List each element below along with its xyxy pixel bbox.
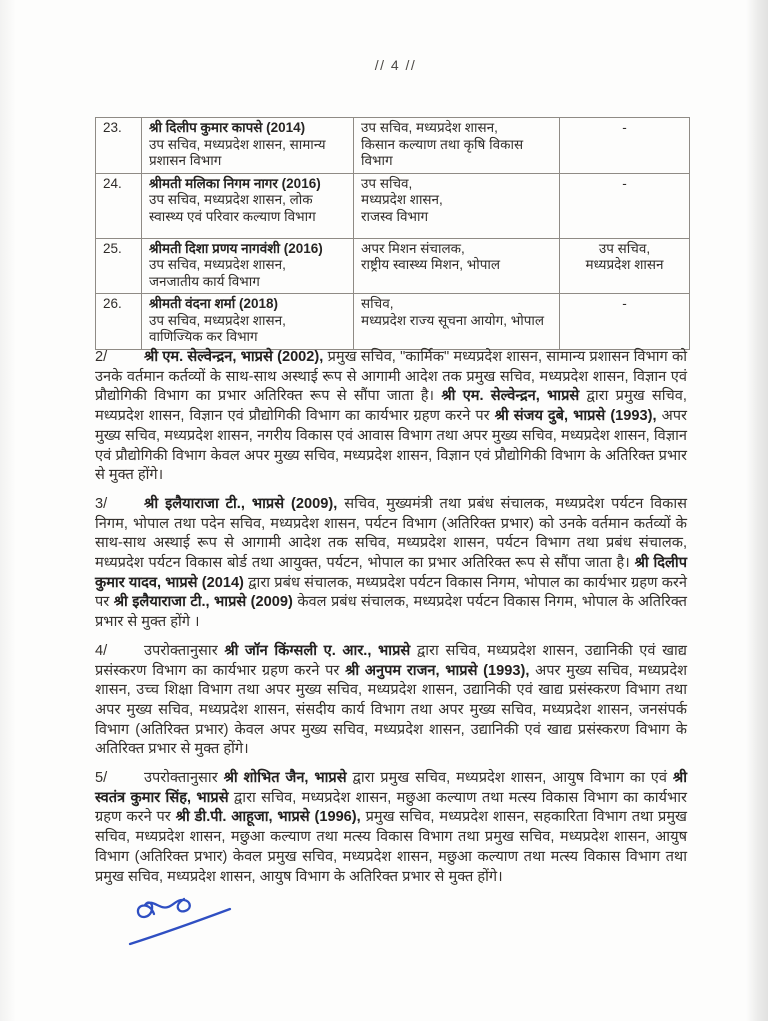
officer-cell <box>142 294 354 350</box>
officer-cell <box>142 118 354 174</box>
new-post-cell <box>354 294 560 350</box>
new-post-line: राष्ट्रीय स्वास्थ्य मिशन, भोपाल <box>361 257 501 272</box>
page-number: // 4 // <box>374 57 417 73</box>
remark-line: - <box>622 175 627 191</box>
remark-line: - <box>622 120 627 135</box>
paragraph-text: श्री इलैयाराजा टी., भाप्रसे (2009), सचिव, मुख्यमंत्री तथा प्रबंध संचालक, मध्यप्रदेश पर्यटन विकास निगम, भोपाल तथा पदेन सचिव, मध्यप्रदेश शासन, पर्यटन विभाग (अतिरिक्त प्रभार) को उनके वर्तमान कर्तव्यों के साथ-साथ अस्थाई रूप से आगामी आदेश तक सचिव, मध्यप्रदेश शासन, पर्यटन विभाग तथा प्रबंध संचालक, मध्यप्रदेश पर्यटन विकास बोर्ड तथा आयुक्त, पर्यटन, भोपाल का प्रभार अतिरिक्त रूप से सौंपा जाता है। श्री दिलीप कुमार यादव, भाप्रसे (2014) द्वारा प्रबंध संचालक, मध्यप्रदेश पर्यटन विकास निगम, भोपाल का कार्यभार ग्रहण करने पर श्री इलैयाराजा टी., भाप्रसे (2009) केवल प्रबंध संचालक, मध्यप्रदेश पर्यटन विकास निगम, भोपाल के अतिरिक्त प्रभार से मुक्त होंगे । <box>95 495 687 631</box>
remark-cell <box>560 238 690 294</box>
row-serial-number: 25. <box>96 238 142 294</box>
new-post-line: मध्यप्रदेश राज्य सूचना आयोग, भोपाल <box>361 312 545 328</box>
paragraph-number: 4/ <box>95 642 108 659</box>
officer-name: श्रीमती मलिका निगम नागर (2016) <box>149 175 321 191</box>
paragraph-number: 5/ <box>95 770 108 787</box>
new-post-line: किसान कल्याण तथा कृषि विकास <box>361 136 524 152</box>
officer-current-post: वाणिज्यिक कर विभाग <box>149 329 258 344</box>
new-post-line: अपर मिशन संचालक, <box>361 240 465 256</box>
new-post-line: मध्यप्रदेश शासन, <box>361 192 443 207</box>
new-post-cell <box>354 118 560 174</box>
new-post-cell <box>354 238 560 294</box>
scan-edge-shadow-right <box>746 0 768 1021</box>
officer-current-post: उप सचिव, मध्यप्रदेश शासन, सामान्य <box>149 136 326 152</box>
signature-scribble <box>138 899 190 917</box>
officer-name: श्रीमती वंदना शर्मा (2018) <box>149 296 279 311</box>
paragraph-4 <box>95 642 687 760</box>
officer-cell <box>142 173 354 238</box>
row-serial-number: 23. <box>96 118 142 174</box>
row-serial-number: 24. <box>96 173 142 238</box>
paragraph-text: उपरोक्तानुसार श्री जॉन किंग्सली ए. आर., भाप्रसे द्वारा सचिव, मध्यप्रदेश शासन, उद्यानिकी एवं खाद्य प्रसंस्करण विभाग का कार्यभार ग्रहण करने पर श्री अनुपम राजन, भाप्रसे (1993), अपर मुख्य सचिव, मध्यप्रदेश शासन, उच्च शिक्षा विभाग तथा अपर मुख्य सचिव, मध्यप्रदेश शासन, उद्यानिकी एवं खाद्य प्रसंस्करण विभाग तथा अपर मुख्य सचिव, मध्यप्रदेश शासन, संसदीय कार्य विभाग तथा अपर मुख्य सचिव, मध्यप्रदेश शासन, जनसंपर्क विभाग (अतिरिक्त प्रभार) केवल अपर मुख्य सचिव, मध्यप्रदेश शासन, उद्यानिकी एवं खाद्य प्रसंस्करण विभाग के अतिरिक्त प्रभार से मुक्त होंगे। <box>95 642 687 758</box>
table-row <box>96 238 690 294</box>
paragraph-3 <box>95 495 687 633</box>
new-post-line: उप सचिव, <box>361 175 413 191</box>
officer-current-post: स्वास्थ्य एवं परिवार कल्याण विभाग <box>149 208 316 224</box>
remark-cell <box>560 294 690 350</box>
signature-underline <box>130 909 230 944</box>
paragraph-text: उपरोक्तानुसार श्री शोभित जैन, भाप्रसे द्वारा प्रमुख सचिव, मध्यप्रदेश शासन, आयुष विभाग का एवं श्री स्वतंत्र कुमार सिंह, भाप्रसे द्वारा सचिव, मध्यप्रदेश शासन, मछुआ कल्याण तथा मत्स्य विकास विभाग का कार्यभार ग्रहण करने पर श्री डी.पी. आहूजा, भाप्रसे (1996), प्रमुख सचिव, मध्यप्रदेश शासन, सहकारिता विभाग तथा प्रमुख सचिव, मध्यप्रदेश शासन, मछुआ कल्याण तथा मत्स्य विकास विभाग तथा प्रमुख सचिव, मध्यप्रदेश शासन, आयुष विभाग (अतिरिक्त प्रभार) केवल प्रमुख सचिव, मध्यप्रदेश शासन, मछुआ कल्याण तथा मत्स्य विकास विभाग तथा प्रमुख सचिव, मध्यप्रदेश शासन, आयुष विभाग के अतिरिक्त प्रभार से मुक्त होंगे। <box>95 770 687 885</box>
remark-line: मध्यप्रदेश शासन <box>585 257 664 272</box>
new-post-line: राजस्व विभाग <box>361 208 429 224</box>
officer-current-post: उप सचिव, मध्यप्रदेश शासन, लोक <box>149 192 313 207</box>
officer-current-post: जनजातीय कार्य विभाग <box>149 273 260 289</box>
new-post-cell <box>354 173 560 238</box>
remark-line: उप सचिव, <box>598 240 651 256</box>
new-post-line: विभाग <box>361 153 393 168</box>
new-post-line: उप सचिव, मध्यप्रदेश शासन, <box>361 120 498 135</box>
table-row <box>96 118 690 174</box>
officer-transfer-table <box>95 117 690 350</box>
paragraph-number: 3/ <box>95 495 108 512</box>
row-serial-number: 26. <box>96 294 142 350</box>
officer-current-post: प्रशासन विभाग <box>149 153 222 168</box>
paragraph-2 <box>95 348 687 486</box>
remark-cell <box>560 173 690 238</box>
officer-name: श्रीमती दिशा प्रणय नागवंशी (2016) <box>149 240 323 256</box>
paragraph-5 <box>95 769 687 887</box>
table-row <box>96 173 690 238</box>
remark-cell <box>560 118 690 174</box>
paragraph-number: 2/ <box>95 349 108 365</box>
new-post-line: सचिव, <box>361 296 394 311</box>
scan-edge-shadow-left <box>0 0 16 1021</box>
order-paragraphs <box>95 348 687 896</box>
signature-ink <box>123 889 248 951</box>
officer-cell <box>142 238 354 294</box>
paragraph-text: श्री एम. सेल्वेन्द्रन, भाप्रसे (2002), प्रमुख सचिव, "कार्मिक" मध्यप्रदेश शासन, सामान्य प्रशासन विभाग को उनके वर्तमान कर्तव्यों के साथ-साथ अस्थाई रूप से आगामी आदेश तक प्रमुख सचिव, मध्यप्रदेश शासन, विज्ञान एवं प्रौद्योगिकी विभाग का प्रभार अतिरिक्त रूप से सौंपा जाता है। श्री एम. सेल्वेन्द्रन, भाप्रसे द्वारा प्रमुख सचिव, मध्यप्रदेश शासन, विज्ञान एवं प्रौद्योगिकी विभाग का कार्यभार ग्रहण करने पर श्री संजय दुबे, भाप्रसे (1993), अपर मुख्य सचिव, मध्यप्रदेश शासन, नगरीय विकास एवं आवास विभाग तथा अपर मुख्य सचिव, मध्यप्रदेश शासन, विज्ञान एवं प्रौद्योगिकी विभाग केवल अपर मुख्य सचिव, मध्यप्रदेश शासन, विज्ञान एवं प्रौद्योगिकी विभाग के अतिरिक्त प्रभार से मुक्त होंगे। <box>95 349 688 484</box>
officer-name: श्री दिलीप कुमार कापसे (2014) <box>149 120 306 135</box>
officer-current-post: उप सचिव, मध्यप्रदेश शासन, <box>149 257 286 272</box>
table-row <box>96 294 690 350</box>
officer-current-post: उप सचिव, मध्यप्रदेश शासन, <box>149 312 286 328</box>
remark-line: - <box>622 296 627 311</box>
